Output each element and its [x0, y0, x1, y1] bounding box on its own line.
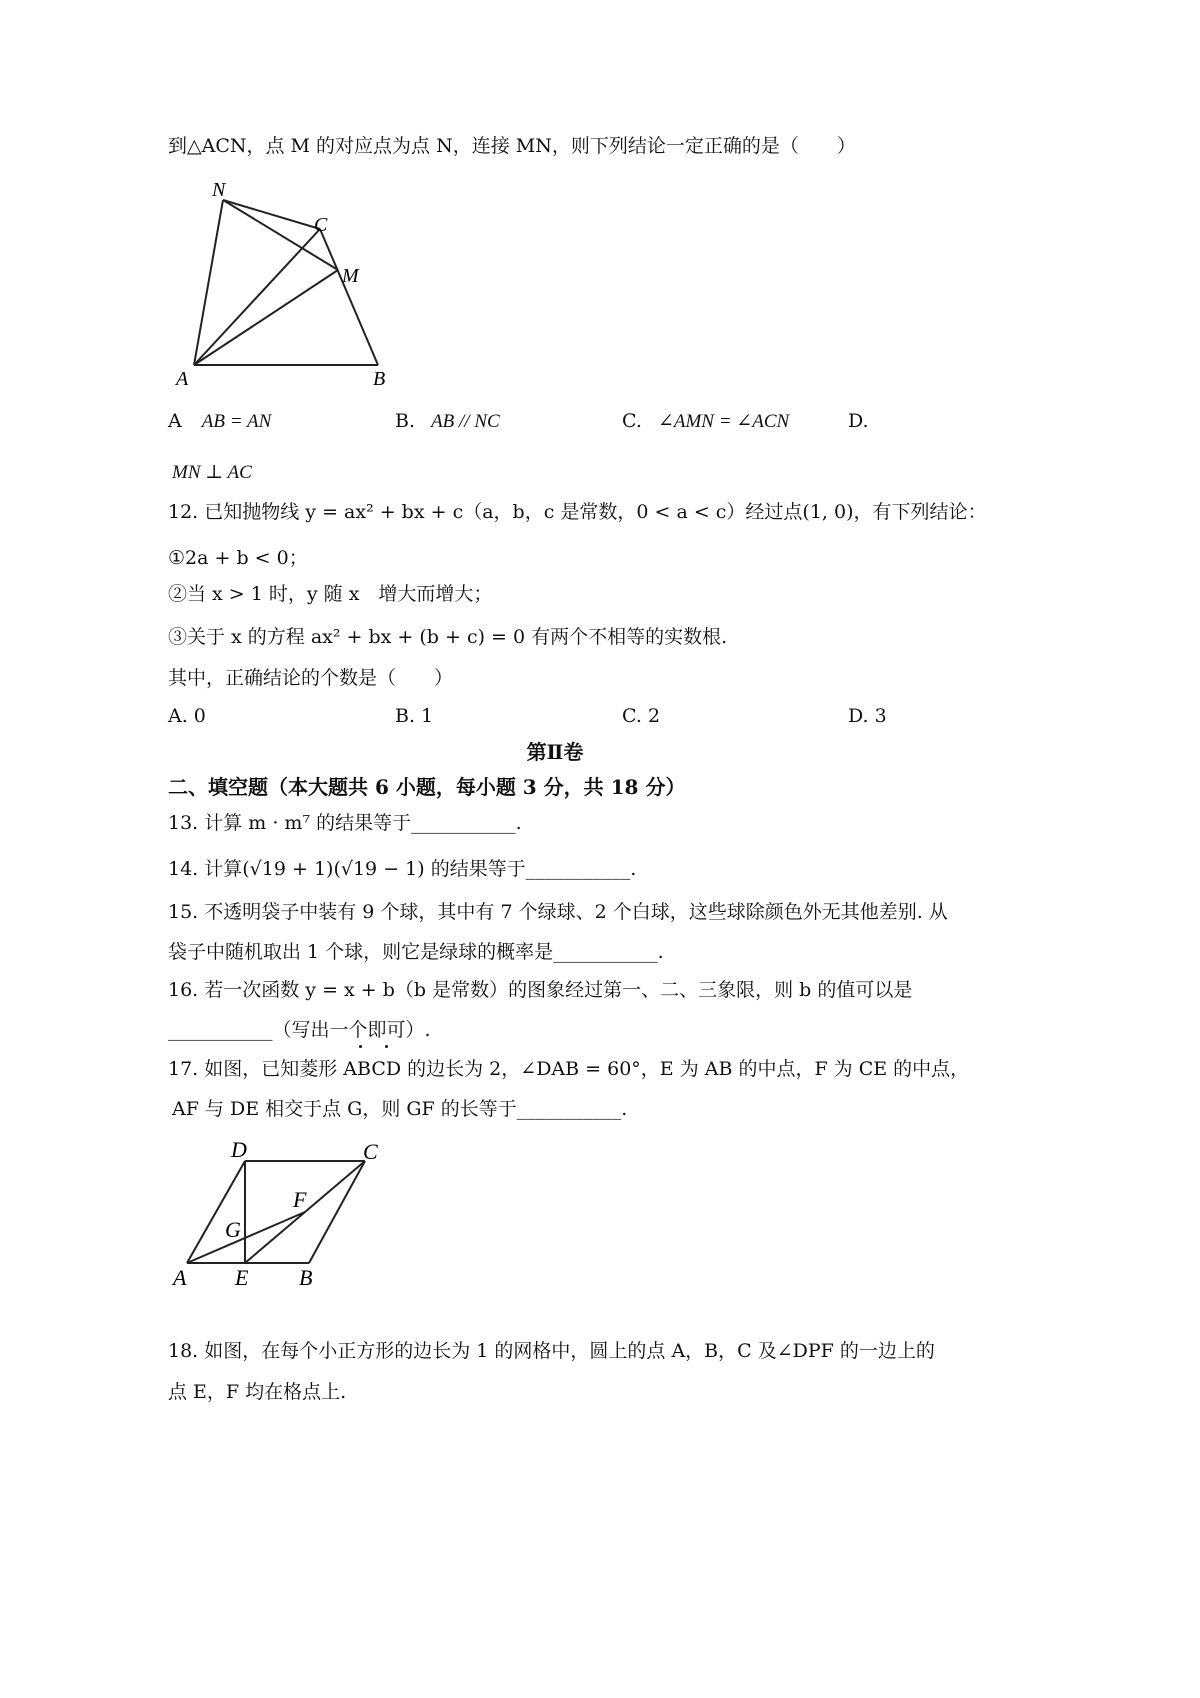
option-text: ∠AMN = ∠ACN: [657, 411, 790, 432]
emphasis-dot: [359, 1045, 362, 1048]
q12-conclusion-3: ③关于 x 的方程 ax² + bx + (b + c) = 0 有两个不相等的实数根.: [168, 626, 728, 648]
q15-line2: [168, 939, 664, 965]
label-a: A: [173, 1265, 187, 1290]
q13: [168, 810, 522, 836]
option-letter: C.: [622, 410, 642, 432]
label-f: F: [293, 1187, 307, 1212]
option-text: AB = AN: [201, 411, 272, 432]
q12-ask: 其中，正确结论的个数是（ ）: [168, 667, 454, 689]
q12-option-c: C. 2: [622, 705, 661, 727]
q16-line2: [168, 1017, 431, 1043]
emphasis-dot: [385, 1045, 388, 1048]
label-a: A: [176, 368, 189, 390]
label-b: B: [299, 1265, 313, 1290]
label-d: D: [231, 1137, 247, 1162]
q13-end: .: [515, 812, 522, 834]
q11-option-d: [848, 408, 869, 434]
q14-text: 14. 计算(√19 + 1)(√19 − 1) 的结果等于: [168, 858, 526, 880]
label-m: M: [342, 265, 359, 287]
q13-text: 13. 计算 m · m⁷ 的结果等于: [168, 812, 412, 834]
q15-text: 袋子中随机取出 1 个球，则它是绿球的概率是: [168, 941, 554, 963]
q12-conclusion-2: ②当 x > 1 时，y 随 x 增大而增大；: [168, 583, 493, 605]
label-c: C: [314, 214, 328, 236]
q11-option-c: [622, 408, 789, 435]
q13-blank[interactable]: ___________: [411, 812, 516, 834]
q15-end: .: [657, 941, 664, 963]
q17-line2: [172, 1096, 627, 1122]
q14: [168, 856, 636, 882]
q17-blank[interactable]: ___________: [516, 1098, 622, 1120]
q18-line1: 18. 如图，在每个小正方形的边长为 1 的网格中，圆上的点 A，B，C 及∠DPF 的一边上的: [168, 1340, 935, 1362]
q15-blank[interactable]: ___________: [553, 941, 658, 963]
label-e: E: [235, 1265, 249, 1290]
q18-line2: 点 E，F 均在格点上.: [168, 1381, 347, 1403]
q16-text: （写出一个即可）.: [272, 1019, 431, 1041]
q11-option-b: [395, 408, 500, 435]
option-text: AB // NC: [431, 411, 500, 432]
q15-line1: 15. 不透明袋子中装有 9 个球，其中有 7 个绿球、2 个白球，这些球除颜色外无其他差别. 从: [168, 901, 948, 923]
q11-option-a: [168, 408, 271, 435]
q11-intro: 到△ACN，点 M 的对应点为点 N，连接 MN，则下列结论一定正确的是（ ）: [168, 135, 856, 157]
q12-option-a: A. 0: [168, 705, 206, 727]
option-letter: A: [168, 410, 182, 432]
option-letter: B.: [395, 410, 416, 432]
label-b: B: [373, 368, 386, 390]
q11-option-d-text: MN ⊥ AC: [172, 462, 252, 483]
q12-option-b: B. 1: [395, 705, 434, 727]
q16-line1: 16. 若一次函数 y = x + b（b 是常数）的图象经过第一、二、三象限，则 b 的值可以是: [168, 979, 913, 1001]
q14-end: .: [630, 858, 637, 880]
q17-text: AF 与 DE 相交于点 G，则 GF 的长等于: [172, 1098, 517, 1120]
q12-option-d: D. 3: [848, 705, 887, 727]
label-c: C: [363, 1139, 378, 1164]
q12-conclusion-1: ①2a + b < 0；: [168, 547, 308, 569]
q17-end: .: [621, 1098, 628, 1120]
label-g: G: [225, 1217, 241, 1242]
label-n: N: [212, 179, 226, 201]
q17-figure: [165, 1135, 395, 1295]
option-letter: D.: [848, 410, 869, 432]
section-heading: 二、填空题（本大题共 6 小题，每小题 3 分，共 18 分）: [168, 775, 686, 799]
q17-line1: 17. 如图，已知菱形 ABCD 的边长为 2，∠DAB = 60°，E 为 AB 的中点，F 为 CE 的中点，: [168, 1058, 970, 1080]
q16-blank[interactable]: ___________: [168, 1019, 273, 1041]
q12-stem: 12. 已知抛物线 y = ax² + bx + c（a，b，c 是常数，0 < a < c）经过点(1, 0)，有下列结论：: [168, 501, 987, 523]
part-title: 第Ⅱ卷: [526, 740, 584, 764]
q11-figure: [160, 172, 410, 397]
q14-blank[interactable]: ___________: [525, 858, 631, 880]
